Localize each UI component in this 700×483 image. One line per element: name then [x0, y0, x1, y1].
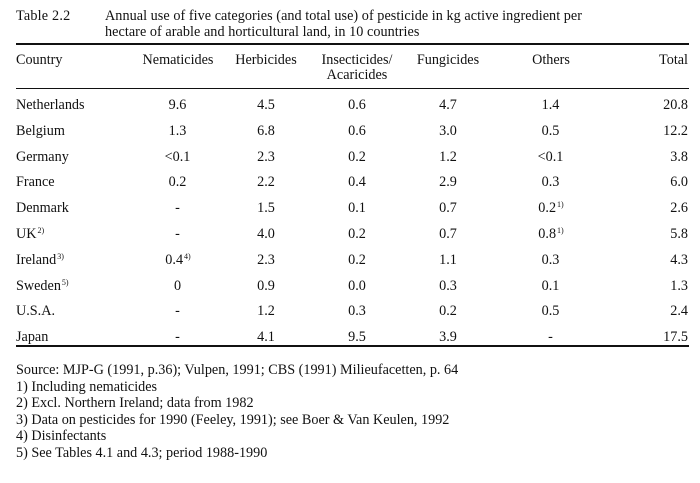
cell-insecticides-value: 0.6 [348, 97, 366, 113]
table-row [0, 251, 700, 269]
cell-insecticides [322, 122, 392, 140]
cell-others [516, 277, 586, 295]
cell-herbicides-value: 0.9 [257, 277, 275, 294]
cell-herbicides-value: 2.3 [257, 148, 275, 165]
table-row [0, 148, 700, 166]
cell-fungicides [413, 96, 483, 114]
cell-nematicides-value: 0 [173, 277, 182, 294]
cell-others-value: 1.4 [541, 97, 560, 113]
cell-others [516, 199, 586, 217]
header-country: Country [16, 52, 63, 68]
cell-insecticides-value: 0.3 [348, 303, 366, 320]
cell-herbicides [231, 122, 301, 140]
cell-insecticides-value: 0.6 [348, 122, 366, 139]
table-title-line-1: Annual use of five categories (and total use) of pesticide in kg active ingredient per [105, 8, 583, 24]
cell-nematicides-value: - [175, 226, 180, 242]
cell-total-value: 2.4 [670, 303, 688, 320]
cell-insecticides [322, 96, 392, 114]
table-title-line-2: hectare of arable and horticultural land, in 10 countries [105, 24, 420, 40]
table-row [0, 225, 700, 243]
cell-total [618, 328, 688, 346]
cell-insecticides [322, 277, 392, 295]
cell-others [516, 225, 586, 243]
cell-fungicides [413, 199, 483, 217]
cell-country [16, 251, 64, 269]
cell-nematicides-value: 1.3 [168, 122, 187, 139]
cell-nematicides [143, 199, 213, 217]
table-row [0, 302, 700, 320]
cell-country-footnote-marker: 5) [61, 277, 69, 287]
source-note: Source: MJP-G (1991, p.36); Vulpen, 1991; CBS (1991) Milieufacetten, p. 64 [16, 362, 459, 378]
footnote-2: 2) Excl. Northern Ireland; data from 1982 [16, 395, 254, 411]
table-row [0, 96, 700, 114]
cell-nematicides [143, 277, 213, 295]
cell-nematicides-value: - [175, 329, 180, 346]
cell-insecticides [322, 148, 392, 166]
cell-herbicides-value: 2.3 [257, 251, 275, 268]
cell-fungicides-value: 0.7 [439, 200, 457, 217]
cell-insecticides [322, 251, 392, 269]
cell-total [618, 199, 688, 217]
table-top-rule [16, 43, 689, 45]
cell-nematicides-value: - [175, 303, 180, 320]
cell-nematicides-value: <0.1 [164, 148, 191, 165]
cell-country-value: Japan [16, 329, 49, 346]
cell-others-footnote-marker: 1) [557, 200, 564, 210]
cell-others [516, 251, 586, 269]
cell-herbicides [231, 225, 301, 243]
cell-others [516, 96, 586, 114]
cell-country-value: Ireland [16, 251, 57, 268]
cell-herbicides-value: 4.5 [257, 97, 275, 113]
table-notes [16, 362, 692, 461]
cell-herbicides [231, 96, 301, 114]
cell-insecticides-value: 0.2 [348, 148, 366, 165]
cell-others-value: - [548, 329, 553, 346]
cell-nematicides [143, 328, 213, 346]
cell-others [516, 148, 586, 166]
header-others: Others [532, 52, 570, 68]
cell-herbicides-value: 1.2 [257, 303, 275, 320]
header-insecticides-line-2: Acaricides [326, 67, 388, 83]
cell-total-value: 5.8 [670, 226, 688, 242]
cell-herbicides-value: 2.2 [257, 174, 275, 191]
cell-nematicides-value: 0.4 [165, 251, 184, 268]
cell-nematicides-value: 0.2 [168, 174, 187, 191]
cell-country-footnote-marker: 3) [57, 251, 64, 261]
cell-nematicides [143, 302, 213, 320]
cell-herbicides [231, 251, 301, 269]
cell-herbicides-value: 1.5 [257, 200, 275, 217]
cell-country [16, 122, 66, 140]
cell-nematicides [143, 251, 213, 269]
cell-country [16, 225, 44, 243]
cell-fungicides [413, 122, 483, 140]
cell-herbicides-value: 4.0 [257, 226, 275, 242]
cell-total [618, 173, 688, 191]
cell-herbicides [231, 328, 301, 346]
cell-nematicides [143, 96, 213, 114]
cell-others-value: 0.3 [541, 174, 560, 191]
cell-herbicides [231, 148, 301, 166]
cell-herbicides-value: 6.8 [257, 122, 275, 139]
cell-fungicides [413, 225, 483, 243]
cell-fungicides-value: 1.2 [439, 148, 457, 165]
cell-country-value: Sweden [16, 277, 61, 294]
cell-total-value: 6.0 [670, 174, 688, 191]
cell-total-value: 4.3 [670, 251, 688, 268]
cell-total [618, 251, 688, 269]
cell-fungicides-value: 4.7 [439, 97, 457, 113]
cell-country-value: UK [16, 226, 37, 242]
cell-country-value: France [16, 174, 55, 191]
cell-others-value: 0.5 [541, 122, 560, 139]
cell-nematicides [143, 122, 213, 140]
cell-total-value: 20.8 [663, 97, 688, 113]
cell-others-value: 0.5 [541, 303, 560, 320]
cell-fungicides-value: 1.1 [439, 251, 457, 268]
header-insecticides-line-1: Insecticides/ [321, 52, 393, 68]
cell-country [16, 199, 70, 217]
cell-fungicides [413, 328, 483, 346]
cell-total [618, 148, 688, 166]
cell-others [516, 328, 586, 346]
table-header-rule [16, 88, 689, 89]
cell-country [16, 148, 70, 166]
cell-insecticides [322, 328, 392, 346]
footnote-4: 4) Disinfectants [16, 428, 107, 444]
cell-fungicides [413, 277, 483, 295]
cell-nematicides-value: - [175, 200, 180, 217]
cell-fungicides-value: 0.2 [439, 303, 457, 320]
table-row [0, 277, 700, 295]
footnote-1: 1) Including nematicides [16, 378, 158, 395]
cell-total-value: 1.3 [670, 277, 688, 294]
header-herbicides: Herbicides [235, 52, 297, 68]
cell-total-value: 12.2 [663, 122, 688, 139]
cell-fungicides [413, 251, 483, 269]
cell-country-value: U.S.A. [16, 303, 56, 320]
cell-fungicides-value: 0.7 [439, 226, 457, 242]
cell-others-value: 0.2 [538, 200, 557, 217]
cell-country [16, 173, 56, 191]
cell-total-value: 3.8 [670, 148, 688, 165]
cell-country [16, 96, 86, 114]
header-total: Total [659, 52, 688, 68]
cell-fungicides [413, 302, 483, 320]
cell-country [16, 302, 56, 320]
cell-others-footnote-marker: 1) [557, 226, 564, 235]
cell-insecticides [322, 199, 392, 217]
cell-country [16, 328, 49, 346]
cell-insecticides [322, 302, 392, 320]
cell-nematicides [143, 148, 213, 166]
table-row [0, 199, 700, 217]
cell-country-value: Germany [16, 148, 69, 165]
header-fungicides: Fungicides [416, 52, 480, 68]
cell-insecticides-value: 0.1 [348, 200, 366, 217]
cell-total [618, 302, 688, 320]
cell-herbicides [231, 277, 301, 295]
cell-insecticides [322, 225, 392, 243]
cell-fungicides [413, 148, 483, 166]
table-bottom-rule [16, 345, 689, 347]
cell-country-value: Netherlands [16, 97, 85, 113]
cell-others-value: <0.1 [537, 148, 564, 165]
cell-fungicides-value: 3.9 [439, 329, 457, 346]
cell-herbicides [231, 302, 301, 320]
cell-nematicides [143, 173, 213, 191]
cell-insecticides-value: 0.2 [348, 226, 366, 242]
cell-fungicides-value: 0.3 [439, 277, 457, 294]
cell-insecticides [322, 173, 392, 191]
cell-country-footnote-marker: 2) [37, 226, 45, 235]
header-insecticides-acaricides [307, 53, 407, 83]
cell-country-value: Belgium [16, 122, 65, 139]
cell-total-value: 2.6 [670, 200, 688, 217]
cell-total-value: 17.5 [663, 329, 688, 346]
cell-others [516, 122, 586, 140]
cell-herbicides [231, 199, 301, 217]
table-row [0, 173, 700, 191]
cell-total [618, 96, 688, 114]
cell-country [16, 277, 69, 295]
cell-total [618, 225, 688, 243]
cell-others-value: 0.8 [538, 226, 557, 242]
cell-fungicides [413, 173, 483, 191]
cell-country-value: Denmark [16, 200, 69, 217]
cell-total [618, 122, 688, 140]
cell-fungicides-value: 3.0 [439, 122, 457, 139]
table-number: Table 2.2 [16, 8, 71, 24]
cell-others-value: 0.1 [541, 277, 560, 294]
header-nematicides: Nematicides [142, 52, 214, 68]
cell-herbicides-value: 4.1 [257, 329, 275, 346]
cell-fungicides-value: 2.9 [439, 174, 457, 191]
cell-others-value: 0.3 [541, 251, 560, 268]
table-row [0, 122, 700, 140]
cell-insecticides-value: 0.0 [348, 277, 366, 294]
cell-insecticides-value: 0.4 [348, 174, 366, 191]
cell-herbicides [231, 173, 301, 191]
table-title [105, 8, 695, 40]
cell-others [516, 302, 586, 320]
cell-insecticides-value: 0.2 [348, 251, 366, 268]
cell-insecticides-value: 9.5 [348, 329, 366, 346]
cell-nematicides-value: 9.6 [168, 97, 187, 113]
cell-nematicides [143, 225, 213, 243]
footnote-3: 3) Data on pesticides for 1990 (Feeley, 1991); see Boer & Van Keulen, 1992 [16, 411, 450, 428]
table-row [0, 328, 700, 346]
cell-others [516, 173, 586, 191]
cell-total [618, 277, 688, 295]
footnote-5: 5) See Tables 4.1 and 4.3; period 1988-1990 [16, 444, 268, 461]
cell-nematicides-footnote-marker: 4) [184, 251, 191, 261]
